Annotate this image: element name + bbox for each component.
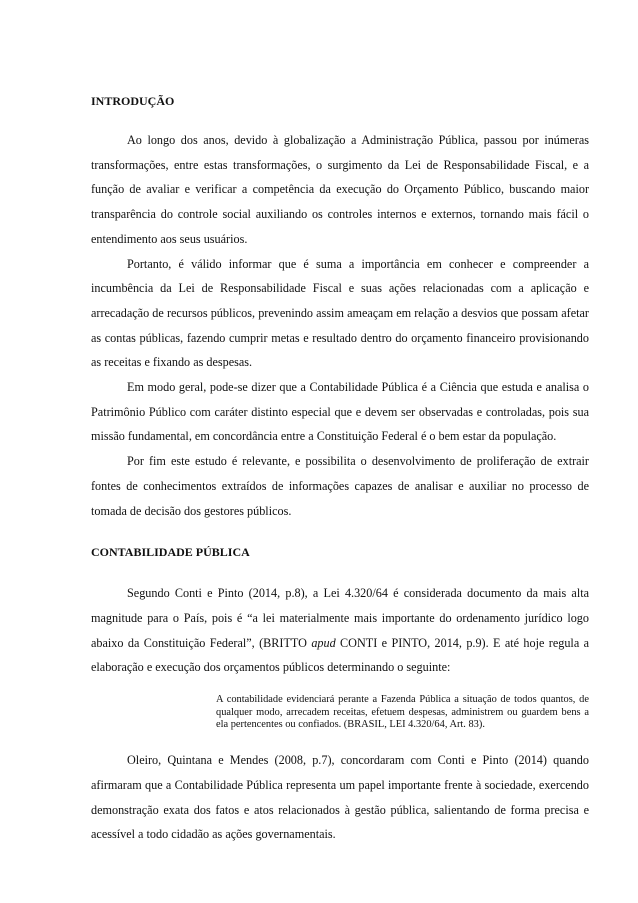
block-quote: A contabilidade evidenciará perante a Fazenda Pública a situação de todos quantos, de qualquer modo, arrecadem receitas, efetuem despesas, administrem ou guardem bens a ela pertencentes ou confiados. (BRASIL, LEI 4.320/64, Art. 83).: [216, 694, 589, 731]
intro-paragraph-4: Por fim este estudo é relevante, e possibilita o desenvolvimento de proliferação de extrair fontes de conhecimentos extraídos de informações capazes de analisar e auxiliar no processo de tomada de decisão dos gestores públicos.: [91, 454, 589, 518]
heading-introducao: INTRODUÇÃO: [91, 94, 175, 108]
contabilidade-paragraph-1: [91, 581, 589, 680]
intro-paragraph-1: Ao longo dos anos, devido à globalização a Administração Pública, passou por inúmeras transformações, entre estas transformações, o surgimento da Lei de Responsabilidade Fiscal, e a função de avaliar e verificar a competência da execução do Orçamento Público, buscando maior transparência do controle social auxiliando os controles internos e externos, tornando mais fácil o entendimento aos seus usuários.: [91, 133, 589, 246]
paragraph-text-cont: CONTI e PINTO, 2014, p.9). E até hoje regula a elaboração e execução dos orçamentos públicos determinando o seguinte:: [91, 635, 590, 675]
contabilidade-paragraph-2: Oleiro, Quintana e Mendes (2008, p.7), concordaram com Conti e Pinto (2014) quando afirmaram que a Contabilidade Pública representa um papel importante frente à sociedade, exercendo demonstração exata dos fatos e atos relacionados à gestão pública, salientando de forma precisa e acessível a todo cidadão as ações governamentais.: [91, 753, 589, 842]
paragraph-text: Segundo Conti e Pinto (2014, p.8), a Lei 4.320/64 é considerada documento da mais alta magnitude para o País, pois é “a lei materialmente mais importante do ordenamento jurídico logo abaixo da Constituição Federal”, (BRITTO: [91, 586, 589, 650]
italic-term: apud: [311, 635, 336, 650]
intro-paragraph-2: Portanto, é válido informar que é suma a importância em conhecer e compreender a incumbência da Lei de Responsabilidade Fiscal e suas ações relacionadas com a aplicação e arrecadação de recursos públicos, prevenindo assim ameaçam em relação a desvios que possam afetar as contas públicas, fazendo cumprir metas e resultado dentro do orçamento financeiro provisionando as receitas e fixando as despesas.: [91, 256, 589, 370]
heading-contabilidade-publica: CONTABILIDADE PÚBLICA: [91, 545, 250, 560]
intro-paragraph-3: Em modo geral, pode-se dizer que a Contabilidade Pública é a Ciência que estuda e analisa o Patrimônio Público com caráter distinto especial que e devem ser observadas e controladas, pois sua missão fundamental, em concordância entre a Constituição Federal é o bem estar da população.: [91, 380, 589, 444]
page-content: [91, 93, 589, 847]
